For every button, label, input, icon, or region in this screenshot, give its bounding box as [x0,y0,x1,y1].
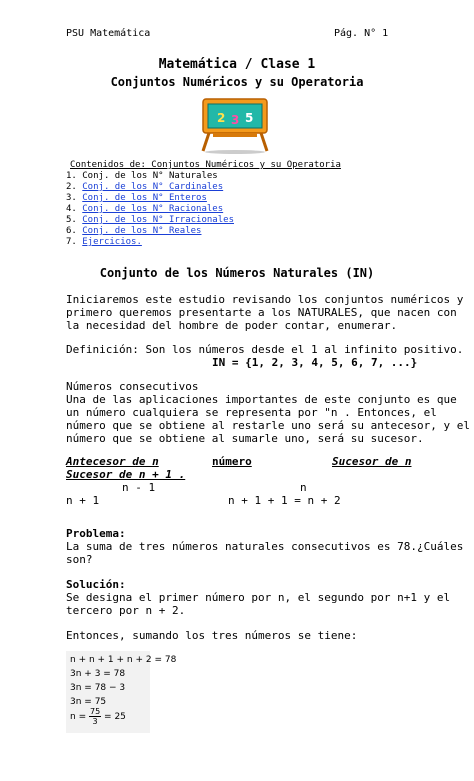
then-text: Entonces, sumando los tres números se tiene: [66,629,358,642]
toc-item: 3. Conj. de los N° Enteros [66,193,207,203]
board-digit: 2 [217,111,226,125]
equation-final: n = $\frac{75}{3}$ = 25 [70,707,126,726]
toc-item: 5. Conj. de los N° Irracionales [66,215,234,225]
fraction: $\frac{75}{3}$ [89,707,101,726]
solution-text: Se designa el primer número por n, el segundo por n+1 y el tercero por n + 2. [66,591,451,617]
toc-item: 7. Ejercicios. [66,237,142,247]
toc-link-ejercicios[interactable]: Ejercicios. [82,237,142,247]
toc-link-reales[interactable]: Conj. de los N° Reales [82,226,202,236]
consecutive-heading: Números consecutivos [66,380,199,393]
table-header-antecessor: Antecesor de n [66,455,159,468]
definition-text: Definición: Son los números desde el 1 al infinito positivo. [66,343,464,356]
intro-paragraph: Iniciaremos este estudio revisando los conjuntos numéricos y primero queremos presentarte a los NATURALES, que nacen con la necesidad del hombre de poder contar, enumerar. [66,293,464,332]
page-subtitle: Conjuntos Numéricos y su Operatoria [110,75,364,89]
table-cell: n + 1 + 1 = n + 2 [228,494,341,507]
toc-item: 6. Conj. de los N° Reales [66,226,202,236]
naturals-set: IN = {1, 2, 3, 4, 5, 6, 7, ...} [212,356,418,369]
toc-item: 2. Conj. de los N° Cardinales [66,182,224,192]
table-cell: n + 1 [66,494,100,507]
table-header-successor: Sucesor de n [332,455,412,468]
solution-heading: Solución: [66,578,126,591]
toc-heading: Contenidos de: Conjuntos Numéricos y su Operatoria [70,160,341,170]
toc-item: 4. Conj. de los N° Racionales [66,204,224,214]
page-header-left: PSU Matemática [66,28,151,39]
page-number: Pág. N° 1 [334,28,389,39]
table-cell: n - 1 [122,481,156,494]
table-cell: n [300,481,307,494]
section-title: Conjunto de los Números Naturales (IN) [99,266,375,280]
toc-item-label: Conj. de los N° Naturales [82,171,218,181]
chalkboard-illustration [195,95,275,155]
page-title: Matemática / Clase 1 [158,57,316,72]
toc-list [66,171,234,248]
table-header-number: número [212,455,252,468]
equation-line: 3n = 75 [70,697,107,707]
consecutive-paragraph: Una de las aplicaciones importantes de este conjunto es que un número cualquiera se representa por "n . Entonces, el número que se obtiene al restarle uno será su antecesor, y el número que se obtiene al sumarle uno, será su sucesor. [66,393,470,445]
equation-line: n + n + 1 + n + 2 = 78 [70,655,177,665]
toc-link-enteros[interactable]: Conj. de los N° Enteros [82,193,207,203]
problem-heading: Problema: [66,527,126,540]
board-digit: 5 [245,111,254,125]
equation-line: 3n + 3 = 78 [70,669,126,679]
toc-link-irracionales[interactable]: Conj. de los N° Irracionales [82,215,234,225]
toc-item: 1. Conj. de los N° Naturales [66,171,218,181]
equation-line: 3n = 78 − 3 [70,683,126,693]
problem-text: La suma de tres números naturales consecutivos es 78.¿Cuáles son? [66,540,464,566]
toc-link-cardinales[interactable]: Conj. de los N° Cardinales [82,182,224,192]
toc-link-racionales[interactable]: Conj. de los N° Racionales [82,204,224,214]
table-header-successor-n1: Sucesor de n + 1 . [66,468,186,481]
board-digit: 3 [231,113,240,127]
